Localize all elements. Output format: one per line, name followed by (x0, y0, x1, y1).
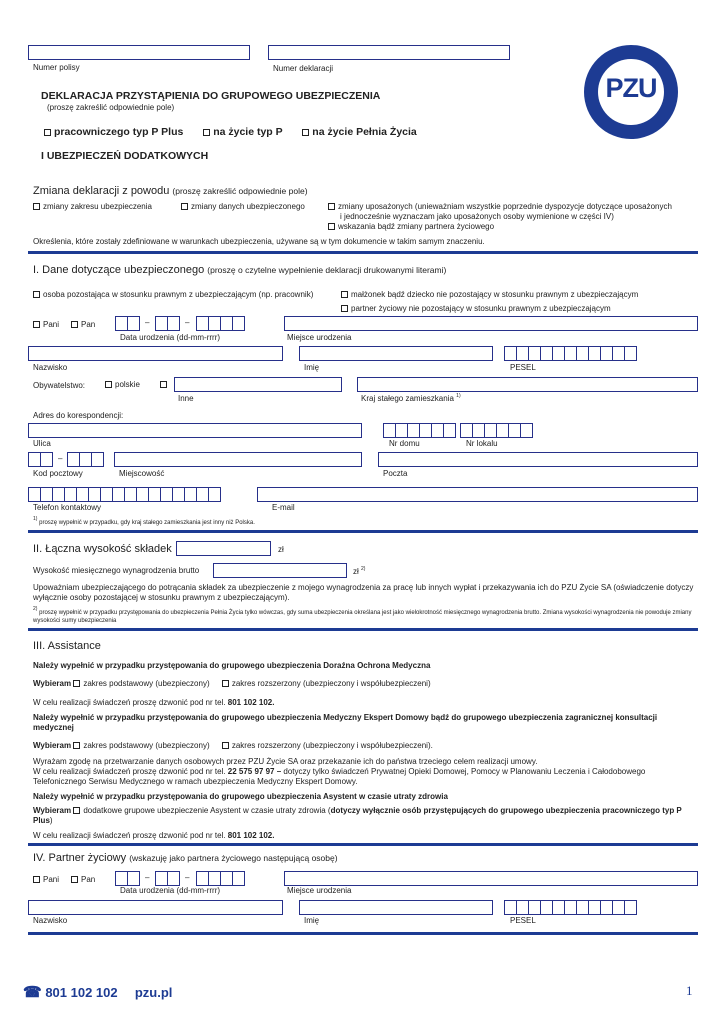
partner-dob-day[interactable] (115, 871, 139, 886)
email-input[interactable] (257, 487, 698, 502)
postcode-label: Kod pocztowy (33, 469, 83, 478)
pesel-label: PESEL (510, 363, 536, 372)
correspondence-label: Adres do korespondencji: (33, 411, 124, 420)
partner-birthplace-input[interactable] (284, 871, 698, 886)
partner-surname-label: Nazwisko (33, 916, 68, 925)
divider (28, 251, 698, 254)
basic-scope-2-checkbox[interactable] (73, 742, 80, 749)
section4-title: IV. Partner życiowy (wskazuję jako partnera życiowego następującą osobę) (33, 852, 338, 864)
other-checkbox[interactable] (160, 381, 167, 388)
policy-number-label: Numer polisy (33, 63, 80, 72)
gender-mr[interactable]: Pan (71, 320, 95, 329)
title-note: (proszę zakreślić odpowiednie pole) (47, 103, 175, 112)
partner-dob-month[interactable] (155, 871, 179, 886)
change-title: Zmiana deklaracji z powodu (proszę zakreślić odpowiednie pole) (33, 185, 308, 197)
divider (28, 628, 698, 631)
post-input[interactable] (378, 452, 698, 467)
partner-pesel-label: PESEL (510, 916, 536, 925)
dob-dash: – (145, 873, 150, 882)
polish-checkbox[interactable] (105, 381, 112, 388)
citizenship-label: Obywatelstwo: (33, 381, 86, 390)
assistance-call-1: W celu realizacji świadczeń proszę dzwonić pod nr tel. 801 102 102. (33, 698, 275, 707)
data-consent: Wyrażam zgodę na przetwarzanie danych osobowych przez PZU Życie SA oraz przekazanie ich do państwa trzeciego celem realizacji umowy. (33, 757, 538, 766)
change-scope-checkbox[interactable] (33, 203, 40, 210)
footnote-2: $^{2)}$ proszę wypełnić w przypadku przystępowania do ubezpieczenia Pełnia Życia tylko wówczas, gdy suma ubezpieczenia określana jest jako wielokrotność miesięcznego wynagrodzenia brutto. Zmiana wysokości wynagrodzenia nie powoduje zmiany wysokości sumy ubezpieczenia (33, 606, 692, 624)
pesel-input[interactable] (504, 346, 636, 361)
partner-dob-label: Data urodzenia (dd-mm-rrrr) (120, 886, 221, 895)
residence-input[interactable] (357, 377, 698, 392)
salary-currency: zł $^{2)}$ (353, 566, 366, 576)
employee-option[interactable]: osoba pozostająca w stosunku prawnym z ubezpieczającym (np. pracownik) (33, 290, 313, 299)
gender-mrs[interactable]: Pani (33, 320, 59, 329)
salary-input[interactable] (213, 563, 347, 578)
postcode-second[interactable] (67, 452, 103, 467)
other-label: Inne (178, 394, 194, 403)
authorization-text: Upoważniam ubezpieczającego do potrącania składek za ubezpieczenie z mojego wynagrodzenia za pracę lub innych wypłat i przekazywania ich do PZU Życie SA (oświadczenie dotyczy wyłącznie osoby pozostającej w stosunku prawnym z ubezpieczającym). (33, 583, 694, 602)
footer-site[interactable]: pzu.pl (134, 985, 173, 1000)
change-partner-checkbox[interactable] (328, 223, 335, 230)
phone-label: Telefon kontaktowy (33, 503, 102, 512)
street-input[interactable] (28, 423, 362, 438)
premium-currency: zł (278, 545, 284, 554)
type-p-label: na życie typ P (213, 126, 283, 138)
partner-name-input[interactable] (299, 900, 493, 915)
type-p-plus-label: pracowniczego typ P Plus (54, 126, 184, 138)
postcode-dash: – (58, 454, 63, 463)
partner-pesel-input[interactable] (504, 900, 636, 915)
dob-dash: – (145, 318, 150, 327)
post-label: Poczta (383, 469, 408, 478)
assistance-choice-2: Wybieram zakres podstawowy (ubezpieczony) zakres rozszerzony (ubezpieczony i współubezpieczeni). (33, 741, 433, 750)
definitions-note: Określenia, które zostały zdefiniowane w warunkach ubezpieczenia, używane są w tym dokumencie w takim samym znaczeniu. (33, 237, 485, 246)
declaration-number-input[interactable] (268, 45, 510, 60)
house-label: Nr domu (389, 439, 420, 448)
other-citizenship-input[interactable] (174, 377, 342, 392)
email-label: E-mail (272, 503, 295, 512)
partner-dob-year[interactable] (196, 871, 244, 886)
footnote-1: $^{1)}$ proszę wypełnić w przypadku, gdy kraj stałego zamieszkania jest inny niż Polska. (33, 516, 255, 526)
phone-input[interactable] (28, 487, 220, 502)
policy-number-input[interactable] (28, 45, 250, 60)
type-p-plus-checkbox[interactable] (44, 129, 51, 136)
assistance-call-2: W celu realizacji świadczeń proszę dzwonić pod nr tel. 22 575 97 97 – dotyczy tylko świadczeń Prywatnej Opieki Domowej, Pomocy w Planowaniu Leczenia i Całodobowego Telefonicznego Serwisu Medycznego w ramach ubezpieczenia Medyczny Ekspert Domowy. (33, 767, 646, 786)
basic-scope-1-checkbox[interactable] (73, 680, 80, 687)
type-options (44, 126, 417, 138)
mr-checkbox[interactable] (71, 321, 78, 328)
citizenship-polish[interactable]: polskie (105, 380, 140, 389)
name-input[interactable] (299, 346, 493, 361)
surname-label: Nazwisko (33, 363, 68, 372)
change-scope-option[interactable]: zmiany zakresu ubezpieczenia (33, 202, 152, 211)
change-data-checkbox[interactable] (181, 203, 188, 210)
residence-label: Kraj stałego zamieszkania $^{1)}$ (361, 393, 461, 403)
partner-gender-mr[interactable]: Pan (71, 875, 95, 884)
divider (28, 530, 698, 533)
footer-phone[interactable]: 801 102 102 (45, 985, 118, 1000)
city-label: Miejscowość (119, 469, 165, 478)
dob-dash: – (185, 318, 190, 327)
change-partner-option[interactable]: wskazania bądź zmiany partnera życiowego (328, 222, 494, 231)
partner-surname-input[interactable] (28, 900, 283, 915)
change-beneficiaries-line2: i jednocześnie wyznaczam jako uposażonych osoby wymienione w części IV) (340, 212, 614, 221)
partner-name-label: Imię (304, 916, 320, 925)
extended-scope-1-checkbox[interactable] (222, 680, 229, 687)
surname-input[interactable] (28, 346, 283, 361)
divider (28, 843, 698, 846)
pzu-logo (584, 45, 678, 139)
page-number: 1 (686, 983, 693, 998)
partner-mr-checkbox[interactable] (71, 876, 78, 883)
declaration-number-label: Numer deklaracji (273, 64, 334, 73)
flat-label: Nr lokalu (466, 439, 498, 448)
name-label: Imię (304, 363, 320, 372)
dob-year[interactable] (196, 316, 244, 331)
postcode-first[interactable] (28, 452, 52, 467)
house-input[interactable] (383, 423, 455, 438)
employee-checkbox[interactable] (33, 291, 40, 298)
premium-input[interactable] (176, 541, 271, 556)
change-data-option[interactable]: zmiany danych ubezpieczonego (181, 202, 305, 211)
section3-title: III. Assistance (33, 640, 101, 652)
dob-month[interactable] (155, 316, 179, 331)
partner-option[interactable]: partner życiowy nie pozostający w stosunku prawnym z ubezpieczającym (341, 304, 611, 313)
phone-icon: ☎ (23, 984, 42, 1001)
flat-input[interactable] (460, 423, 532, 438)
assistance-choice-1: Wybieram zakres podstawowy (ubezpieczony) zakres rozszerzony (ubezpieczony i współubezpieczeni) (33, 679, 431, 688)
type-p-checkbox[interactable] (203, 129, 210, 136)
assistance-choice-3: Wybieram dodatkowe grupowe ubezpieczenie Asystent w czasie utraty zdrowia (dotyczy wyłącznie osób przystępujących do grupowego ubezpieczenia pracowniczego typ P Plus) (33, 806, 682, 825)
partner-gender-mrs[interactable]: Pani (33, 875, 59, 884)
assistance-heading-3: Należy wypełnić w przypadku przystępowania do grupowego ubezpieczenia Asystent w czasie utraty zdrowia (33, 792, 448, 801)
section2-title: II. Łączna wysokość składek (33, 543, 172, 555)
city-input[interactable] (114, 452, 362, 467)
birthplace-input[interactable] (284, 316, 698, 331)
citizenship-other[interactable] (160, 380, 170, 389)
logo-text: PZU (605, 73, 657, 103)
footer-contact (23, 983, 172, 1001)
change-beneficiaries-option[interactable]: zmiany uposażonych (unieważniam wszystkie poprzednie dyspozycje dotyczące uposażonych (328, 202, 672, 211)
spouse-checkbox[interactable] (341, 291, 348, 298)
partner-checkbox[interactable] (341, 305, 348, 312)
dob-label: Data urodzenia (dd-mm-rrrr) (120, 333, 221, 342)
salary-label: Wysokość miesięcznego wynagrodzenia brutto (33, 566, 200, 575)
extended-scope-2-checkbox[interactable] (222, 742, 229, 749)
birthplace-label: Miejsce urodzenia (287, 333, 352, 342)
divider (28, 932, 698, 935)
addon-checkbox[interactable] (73, 807, 80, 814)
change-beneficiaries-checkbox[interactable] (328, 203, 335, 210)
assistance-heading-1: Należy wypełnić w przypadku przystępowania do grupowego ubezpieczenia Doraźna Ochrona Medyczna (33, 661, 431, 670)
document-subtitle: I UBEZPIECZEŃ DODATKOWYCH (41, 150, 209, 162)
pelnia-zycia-checkbox[interactable] (302, 129, 309, 136)
section1-title: I. Dane dotyczące ubezpieczonego (proszę o czytelne wypełnienie deklaracji drukowanymi literami) (33, 264, 447, 276)
assistance-call-3: W celu realizacji świadczeń proszę dzwonić pod nr tel. 801 102 102. (33, 831, 275, 840)
dob-day[interactable] (115, 316, 139, 331)
street-label: Ulica (33, 439, 51, 448)
assistance-heading-2: Należy wypełnić w przypadku przystępowania do grupowego ubezpieczenia Medyczny Ekspert Domowy bądź do grupowego ubezpieczenia zagranicznej konsultacji medycznej (33, 713, 658, 732)
pelnia-zycia-label: na życie Pełnia Życia (312, 126, 417, 138)
document-title: DEKLARACJA PRZYSTĄPIENIA DO GRUPOWEGO UBEZPIECZENIA (41, 90, 381, 102)
partner-birthplace-label: Miejsce urodzenia (287, 886, 352, 895)
dob-dash: – (185, 873, 190, 882)
spouse-option[interactable]: małżonek bądź dziecko nie pozostający w stosunku prawnym z ubezpieczającym (341, 290, 638, 299)
mrs-checkbox[interactable] (33, 321, 40, 328)
partner-mrs-checkbox[interactable] (33, 876, 40, 883)
